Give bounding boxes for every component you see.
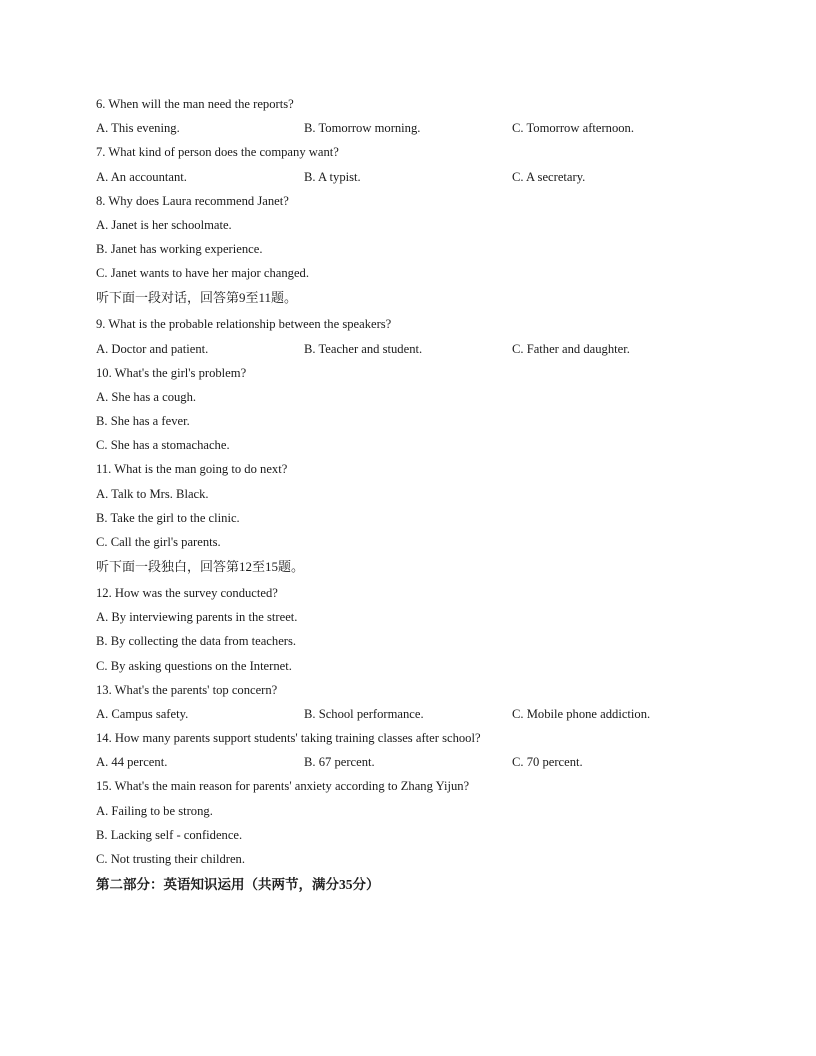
question-14-stem: 14. How many parents support students' taking training classes after school? — [96, 731, 481, 745]
q9-option-c: C. Father and daughter. — [512, 342, 630, 356]
q12-option-c: C. By asking questions on the Internet. — [96, 659, 292, 673]
q10-option-b: B. She has a fever. — [96, 414, 190, 428]
q14-option-c: C. 70 percent. — [512, 755, 583, 769]
instruction-9-11: 听下面一段对话，回答第9至11题。 — [96, 290, 298, 305]
q6-option-c: C. Tomorrow afternoon. — [512, 121, 635, 135]
q6-option-a: A. This evening. — [96, 121, 180, 135]
question-13-stem: 13. What's the parents' top concern? — [96, 683, 278, 697]
q15-option-b: B. Lacking self - confidence. — [96, 828, 243, 842]
question-15-stem: 15. What's the main reason for parents' anxiety according to Zhang Yijun? — [96, 779, 470, 793]
q14-option-b: B. 67 percent. — [304, 755, 375, 769]
section-2-heading: 第二部分：英语知识运用（共两节，满分35分） — [96, 877, 380, 892]
q7-option-c: C. A secretary. — [512, 170, 586, 184]
q12-option-b: B. By collecting the data from teachers. — [96, 634, 297, 648]
question-6-stem: 6. When will the man need the reports? — [96, 97, 294, 111]
q13-option-b: B. School performance. — [304, 707, 424, 721]
q10-option-a: A. She has a cough. — [96, 390, 197, 404]
q8-option-b: B. Janet has working experience. — [96, 242, 263, 256]
instruction-12-15: 听下面一段独白，回答第12至15题。 — [96, 559, 305, 574]
q8-option-c: C. Janet wants to have her major changed. — [96, 266, 309, 280]
q12-option-a: A. By interviewing parents in the street. — [96, 610, 298, 624]
q13-option-a: A. Campus safety. — [96, 707, 189, 721]
q11-option-b: B. Take the girl to the clinic. — [96, 511, 240, 525]
question-10-stem: 10. What's the girl's problem? — [96, 366, 247, 380]
question-11-stem: 11. What is the man going to do next? — [96, 462, 288, 476]
q9-option-a: A. Doctor and patient. — [96, 342, 209, 356]
q15-option-c: C. Not trusting their children. — [96, 852, 246, 866]
q6-option-b: B. Tomorrow morning. — [304, 121, 421, 135]
question-7-stem: 7. What kind of person does the company want? — [96, 145, 339, 159]
q11-option-c: C. Call the girl's parents. — [96, 535, 221, 549]
q7-option-a: A. An accountant. — [96, 170, 187, 184]
q10-option-c: C. She has a stomachache. — [96, 438, 230, 452]
q7-option-b: B. A typist. — [304, 170, 361, 184]
question-9-stem: 9. What is the probable relationship between the speakers? — [96, 317, 392, 331]
q9-option-b: B. Teacher and student. — [304, 342, 423, 356]
q11-option-a: A. Talk to Mrs. Black. — [96, 487, 209, 501]
question-12-stem: 12. How was the survey conducted? — [96, 586, 278, 600]
q14-option-a: A. 44 percent. — [96, 755, 168, 769]
q15-option-a: A. Failing to be strong. — [96, 804, 213, 818]
question-8-stem: 8. Why does Laura recommend Janet? — [96, 194, 289, 208]
q13-option-c: C. Mobile phone addiction. — [512, 707, 651, 721]
q8-option-a: A. Janet is her schoolmate. — [96, 218, 232, 232]
